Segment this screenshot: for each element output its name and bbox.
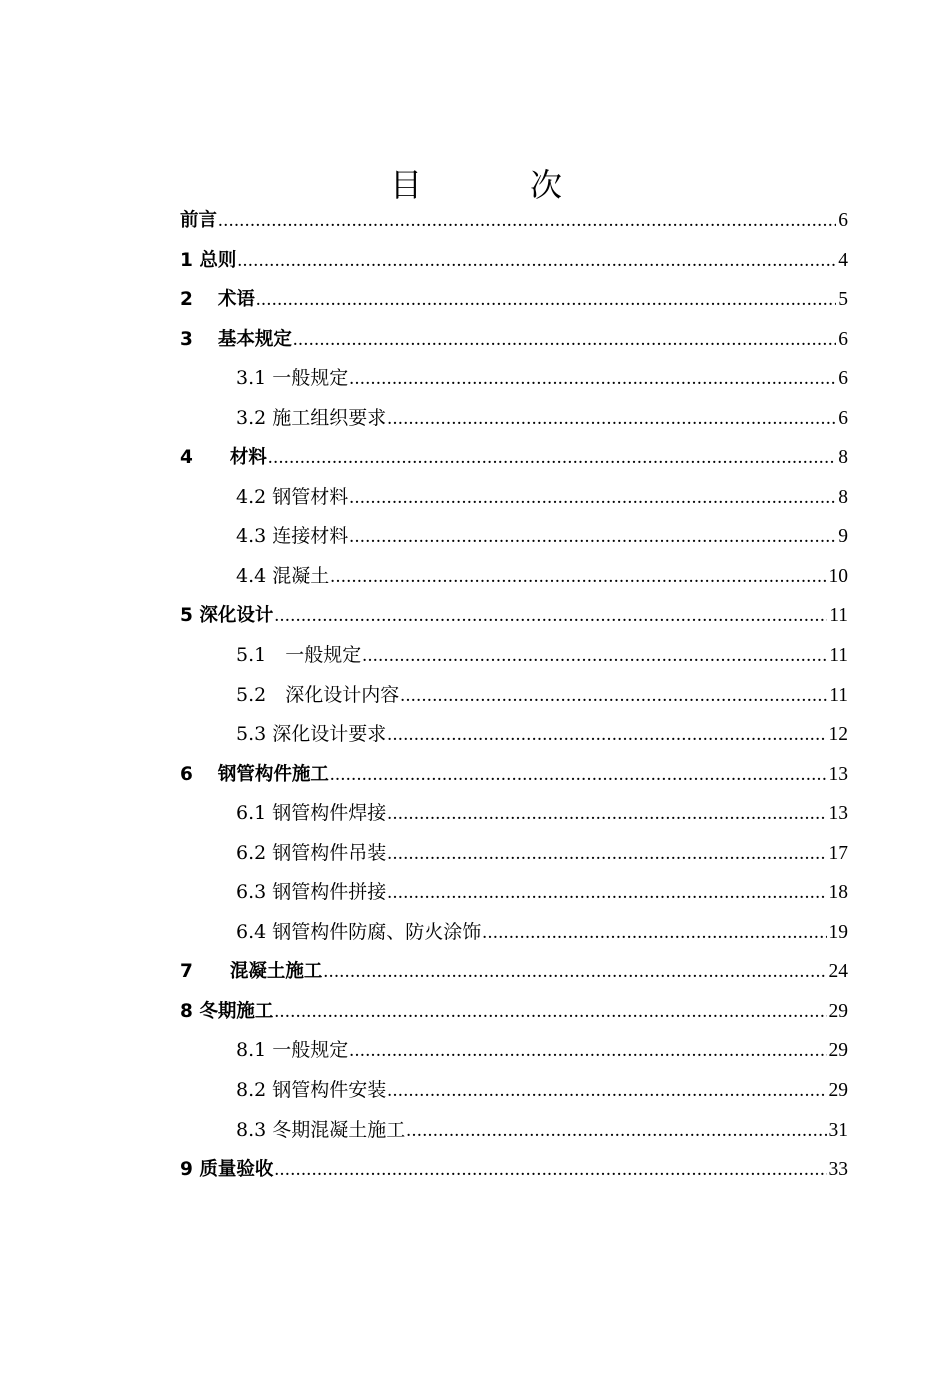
- toc-dot-leader: [237, 241, 836, 281]
- toc-entry-label: 4.3 连接材料: [236, 525, 349, 548]
- toc-entry[interactable]: [180, 676, 848, 716]
- toc-entry-page-number: 29: [828, 1000, 848, 1022]
- toc-entry[interactable]: [180, 992, 848, 1032]
- toc-entry-page-number: 11: [829, 684, 848, 706]
- toc-entry[interactable]: [180, 438, 848, 478]
- toc-dot-leader: [387, 873, 826, 913]
- toc-entry-page-number: 12: [828, 724, 848, 746]
- toc-entry-page-number: 29: [828, 1040, 848, 1062]
- toc-entry[interactable]: [180, 320, 848, 360]
- toc-entry-label: 5.2 深化设计内容: [236, 683, 400, 706]
- toc-entry-page-number: 24: [828, 961, 848, 983]
- toc-entry-page-number: 6: [838, 210, 848, 231]
- toc-dot-leader: [330, 557, 826, 597]
- toc-dot-leader: [323, 952, 826, 992]
- toc-entry-page-number: 5: [838, 289, 848, 311]
- toc-entry-label: 4 材料: [180, 447, 267, 469]
- toc-entry-label: 3.1 一般规定: [236, 367, 349, 390]
- toc-entry[interactable]: [180, 636, 848, 676]
- toc-entry[interactable]: [180, 517, 848, 557]
- toc-dot-leader: [268, 438, 836, 478]
- toc-entry[interactable]: [180, 557, 848, 597]
- toc-entry-page-number: 11: [829, 605, 848, 627]
- toc-entry[interactable]: [180, 834, 848, 874]
- toc-dot-leader: [349, 359, 836, 399]
- toc-entry-page-number: 31: [828, 1119, 848, 1141]
- toc-dot-leader: [274, 1150, 826, 1190]
- toc-entry[interactable]: [180, 1031, 848, 1071]
- toc-entry[interactable]: [180, 952, 848, 992]
- toc-entry[interactable]: [180, 873, 848, 913]
- toc-entry-label: 6.2 钢管构件吊装: [236, 841, 387, 864]
- toc-entry-page-number: 11: [829, 645, 848, 667]
- toc-entry-page-number: 13: [828, 763, 848, 785]
- toc-title: 目 次: [389, 166, 600, 204]
- toc-dot-leader: [349, 517, 836, 557]
- toc-entry-label: 9 质量验收: [180, 1159, 274, 1181]
- table-of-contents: [180, 201, 848, 1190]
- toc-entry[interactable]: [180, 1071, 848, 1111]
- toc-entry-page-number: 6: [838, 407, 848, 429]
- toc-entry-label: 5 深化设计: [180, 605, 274, 627]
- toc-dot-leader: [387, 715, 826, 755]
- toc-entry-label: 8.2 钢管构件安装: [236, 1079, 387, 1102]
- toc-entry-label: 8.3 冬期混凝土施工: [236, 1118, 406, 1141]
- toc-entry[interactable]: [180, 201, 848, 241]
- toc-entry-label: 3 基本规定: [180, 328, 292, 350]
- toc-entry[interactable]: [180, 399, 848, 439]
- toc-entry[interactable]: [180, 478, 848, 518]
- toc-entry-page-number: 6: [838, 368, 848, 390]
- toc-entry-label: 4.2 钢管材料: [236, 485, 349, 508]
- toc-entry-label: 6.4 钢管构件防腐、防火涂饰: [236, 920, 482, 943]
- toc-entry[interactable]: [180, 1111, 848, 1151]
- toc-entry-label: 1 总则: [180, 249, 237, 271]
- toc-entry-page-number: 8: [838, 447, 848, 469]
- toc-entry-page-number: 19: [828, 921, 848, 943]
- toc-entry-label: 5.1 一般规定: [236, 644, 362, 667]
- toc-dot-leader: [330, 755, 827, 795]
- toc-entry[interactable]: [180, 794, 848, 834]
- toc-entry-page-number: 18: [828, 882, 848, 904]
- toc-entry-page-number: 10: [828, 565, 848, 587]
- toc-entry-page-number: 33: [828, 1159, 848, 1181]
- toc-entry[interactable]: [180, 280, 848, 320]
- toc-dot-leader: [293, 320, 836, 360]
- toc-dot-leader: [387, 1071, 826, 1111]
- toc-entry-label: 8.1 一般规定: [236, 1039, 349, 1062]
- toc-entry-label: 4.4 混凝土: [236, 564, 330, 587]
- toc-dot-leader: [387, 794, 826, 834]
- toc-dot-leader: [387, 399, 836, 439]
- toc-entry-page-number: 8: [838, 486, 848, 508]
- toc-entry-label: 7 混凝土施工: [180, 961, 323, 983]
- toc-dot-leader: [482, 913, 826, 953]
- toc-dot-leader: [218, 201, 836, 241]
- toc-entry-page-number: 6: [838, 328, 848, 350]
- toc-entry[interactable]: [180, 715, 848, 755]
- toc-dot-leader: [406, 1111, 826, 1151]
- toc-entry-label: 前言: [180, 210, 218, 231]
- toc-entry-label: 3.2 施工组织要求: [236, 406, 387, 429]
- toc-dot-leader: [274, 596, 827, 636]
- toc-entry-label: 6 钢管构件施工: [180, 763, 329, 785]
- toc-entry-label: 6.1 钢管构件焊接: [236, 802, 387, 825]
- toc-entry-page-number: 13: [828, 803, 848, 825]
- toc-entry-page-number: 17: [828, 842, 848, 864]
- toc-dot-leader: [387, 834, 826, 874]
- toc-entry[interactable]: [180, 359, 848, 399]
- toc-dot-leader: [400, 676, 827, 716]
- toc-dot-leader: [256, 280, 836, 320]
- toc-entry[interactable]: [180, 1150, 848, 1190]
- toc-entry-page-number: 29: [828, 1080, 848, 1102]
- toc-dot-leader: [274, 992, 826, 1032]
- toc-entry-label: 8 冬期施工: [180, 1000, 274, 1022]
- toc-entry-page-number: 9: [838, 526, 848, 548]
- toc-entry[interactable]: [180, 241, 848, 281]
- toc-dot-leader: [349, 1031, 826, 1071]
- toc-entry-label: 5.3 深化设计要求: [236, 723, 387, 746]
- toc-entry[interactable]: [180, 755, 848, 795]
- toc-entry-label: 6.3 钢管构件拼接: [236, 881, 387, 904]
- toc-entry[interactable]: [180, 596, 848, 636]
- toc-entry-page-number: 4: [838, 249, 848, 271]
- toc-dot-leader: [349, 478, 836, 518]
- toc-entry[interactable]: [180, 913, 848, 953]
- toc-dot-leader: [362, 636, 827, 676]
- toc-entry-label: 2 术语: [180, 289, 255, 311]
